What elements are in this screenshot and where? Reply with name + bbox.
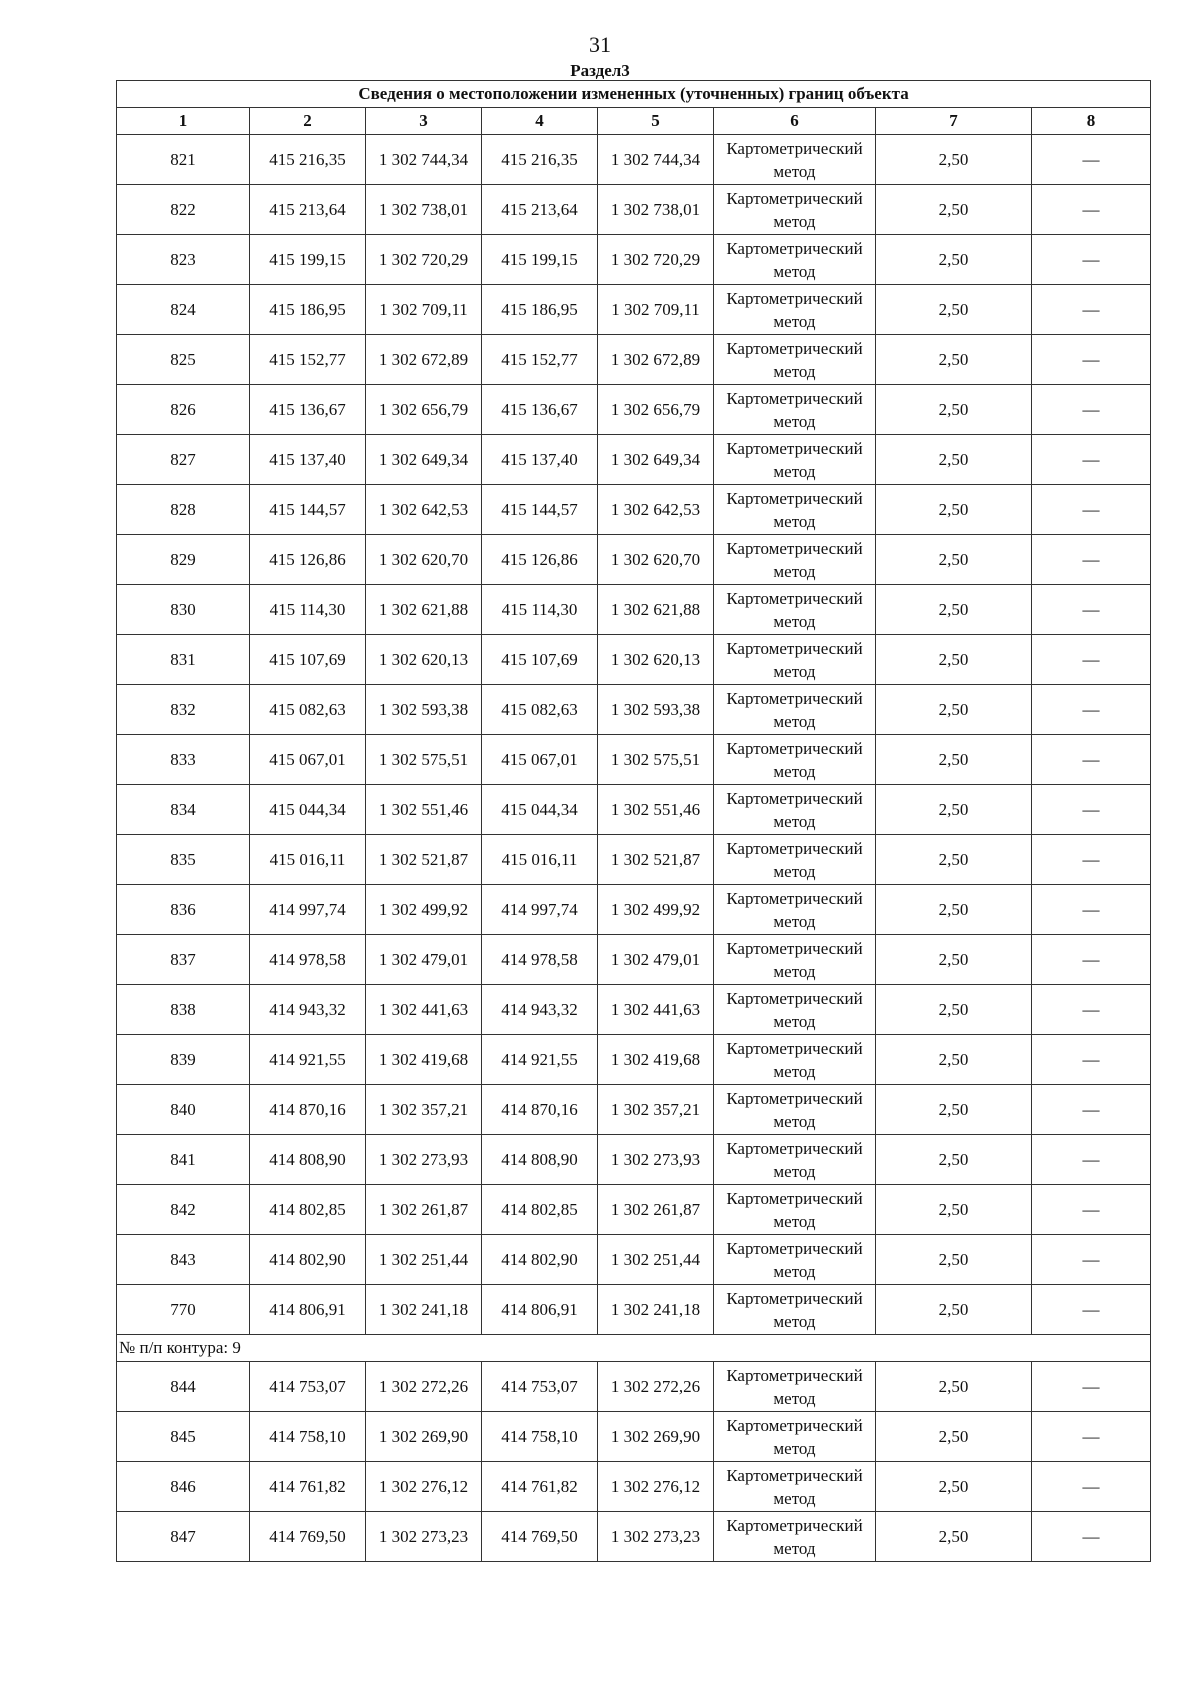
refined-y-cell: 1 302 273,23 bbox=[598, 1512, 714, 1562]
existing-y-cell: 1 302 649,34 bbox=[366, 435, 482, 485]
point-number-cell: 844 bbox=[117, 1362, 250, 1412]
point-number-cell: 833 bbox=[117, 735, 250, 785]
refined-y-cell: 1 302 479,01 bbox=[598, 935, 714, 985]
method-cell: Картометрический метод bbox=[714, 235, 876, 285]
existing-y-cell: 1 302 499,92 bbox=[366, 885, 482, 935]
refined-y-cell: 1 302 499,92 bbox=[598, 885, 714, 935]
existing-y-cell: 1 302 642,53 bbox=[366, 485, 482, 535]
existing-y-cell: 1 302 269,90 bbox=[366, 1412, 482, 1462]
note-cell: — bbox=[1032, 635, 1151, 685]
note-cell: — bbox=[1032, 735, 1151, 785]
refined-y-cell: 1 302 276,12 bbox=[598, 1462, 714, 1512]
point-number-cell: 835 bbox=[117, 835, 250, 885]
refined-x-cell: 415 186,95 bbox=[482, 285, 598, 335]
note-cell: — bbox=[1032, 535, 1151, 585]
column-header: 3 bbox=[366, 108, 482, 135]
method-cell: Картометрический метод bbox=[714, 1512, 876, 1562]
note-cell: — bbox=[1032, 1185, 1151, 1235]
existing-y-cell: 1 302 620,70 bbox=[366, 535, 482, 585]
point-number-cell: 841 bbox=[117, 1135, 250, 1185]
point-number-cell: 823 bbox=[117, 235, 250, 285]
refined-x-cell: 414 806,91 bbox=[482, 1285, 598, 1335]
refined-x-cell: 415 114,30 bbox=[482, 585, 598, 635]
method-cell: Картометрический метод bbox=[714, 1085, 876, 1135]
note-cell: — bbox=[1032, 1035, 1151, 1085]
table-row bbox=[117, 1235, 1151, 1285]
note-cell: — bbox=[1032, 985, 1151, 1035]
accuracy-cell: 2,50 bbox=[876, 985, 1032, 1035]
point-number-cell: 824 bbox=[117, 285, 250, 335]
note-cell: — bbox=[1032, 1462, 1151, 1512]
existing-y-cell: 1 302 720,29 bbox=[366, 235, 482, 285]
accuracy-cell: 2,50 bbox=[876, 1285, 1032, 1335]
point-number-cell: 821 bbox=[117, 135, 250, 185]
accuracy-cell: 2,50 bbox=[876, 1035, 1032, 1085]
existing-x-cell: 414 808,90 bbox=[250, 1135, 366, 1185]
method-cell: Картометрический метод bbox=[714, 1285, 876, 1335]
existing-y-cell: 1 302 251,44 bbox=[366, 1235, 482, 1285]
accuracy-cell: 2,50 bbox=[876, 835, 1032, 885]
table-caption-row bbox=[117, 81, 1151, 108]
accuracy-cell: 2,50 bbox=[876, 185, 1032, 235]
refined-y-cell: 1 302 551,46 bbox=[598, 785, 714, 835]
point-number-cell: 822 bbox=[117, 185, 250, 235]
table-row bbox=[117, 835, 1151, 885]
existing-y-cell: 1 302 551,46 bbox=[366, 785, 482, 835]
note-cell: — bbox=[1032, 1135, 1151, 1185]
accuracy-cell: 2,50 bbox=[876, 235, 1032, 285]
table-caption: Сведения о местоположении измененных (уточненных) границ объекта bbox=[117, 81, 1151, 108]
accuracy-cell: 2,50 bbox=[876, 635, 1032, 685]
accuracy-cell: 2,50 bbox=[876, 535, 1032, 585]
existing-x-cell: 415 213,64 bbox=[250, 185, 366, 235]
table-row bbox=[117, 585, 1151, 635]
existing-x-cell: 414 769,50 bbox=[250, 1512, 366, 1562]
refined-x-cell: 414 802,85 bbox=[482, 1185, 598, 1235]
point-number-cell: 832 bbox=[117, 685, 250, 735]
refined-x-cell: 414 978,58 bbox=[482, 935, 598, 985]
refined-x-cell: 414 761,82 bbox=[482, 1462, 598, 1512]
table-row bbox=[117, 1285, 1151, 1335]
table-body bbox=[117, 81, 1151, 1562]
column-header: 8 bbox=[1032, 108, 1151, 135]
refined-y-cell: 1 302 593,38 bbox=[598, 685, 714, 735]
column-header: 6 bbox=[714, 108, 876, 135]
existing-x-cell: 415 067,01 bbox=[250, 735, 366, 785]
existing-x-cell: 415 136,67 bbox=[250, 385, 366, 435]
note-cell: — bbox=[1032, 1362, 1151, 1412]
method-cell: Картометрический метод bbox=[714, 385, 876, 435]
note-cell: — bbox=[1032, 485, 1151, 535]
existing-y-cell: 1 302 241,18 bbox=[366, 1285, 482, 1335]
note-cell: — bbox=[1032, 335, 1151, 385]
point-number-cell: 847 bbox=[117, 1512, 250, 1562]
accuracy-cell: 2,50 bbox=[876, 935, 1032, 985]
existing-y-cell: 1 302 276,12 bbox=[366, 1462, 482, 1512]
refined-y-cell: 1 302 357,21 bbox=[598, 1085, 714, 1135]
refined-x-cell: 415 082,63 bbox=[482, 685, 598, 735]
note-cell: — bbox=[1032, 1085, 1151, 1135]
refined-x-cell: 415 136,67 bbox=[482, 385, 598, 435]
refined-x-cell: 414 870,16 bbox=[482, 1085, 598, 1135]
note-cell: — bbox=[1032, 685, 1151, 735]
existing-y-cell: 1 302 273,23 bbox=[366, 1512, 482, 1562]
accuracy-cell: 2,50 bbox=[876, 1185, 1032, 1235]
point-number-cell: 843 bbox=[117, 1235, 250, 1285]
note-cell: — bbox=[1032, 1412, 1151, 1462]
method-cell: Картометрический метод bbox=[714, 485, 876, 535]
existing-x-cell: 414 943,32 bbox=[250, 985, 366, 1035]
refined-x-cell: 414 921,55 bbox=[482, 1035, 598, 1085]
page-number: 31 bbox=[589, 32, 611, 57]
accuracy-cell: 2,50 bbox=[876, 1362, 1032, 1412]
refined-y-cell: 1 302 273,93 bbox=[598, 1135, 714, 1185]
table-row bbox=[117, 735, 1151, 785]
existing-x-cell: 415 107,69 bbox=[250, 635, 366, 685]
point-number-cell: 842 bbox=[117, 1185, 250, 1235]
point-number-cell: 836 bbox=[117, 885, 250, 935]
refined-x-cell: 414 997,74 bbox=[482, 885, 598, 935]
note-cell: — bbox=[1032, 235, 1151, 285]
accuracy-cell: 2,50 bbox=[876, 1462, 1032, 1512]
refined-y-cell: 1 302 441,63 bbox=[598, 985, 714, 1035]
point-number-cell: 834 bbox=[117, 785, 250, 835]
point-number-cell: 840 bbox=[117, 1085, 250, 1135]
existing-x-cell: 415 126,86 bbox=[250, 535, 366, 585]
existing-x-cell: 415 016,11 bbox=[250, 835, 366, 885]
table-row bbox=[117, 1512, 1151, 1562]
existing-y-cell: 1 302 357,21 bbox=[366, 1085, 482, 1135]
existing-x-cell: 415 152,77 bbox=[250, 335, 366, 385]
contour-label: № п/п контура: 9 bbox=[117, 1335, 1151, 1362]
refined-x-cell: 415 137,40 bbox=[482, 435, 598, 485]
method-cell: Картометрический метод bbox=[714, 1235, 876, 1285]
refined-x-cell: 415 044,34 bbox=[482, 785, 598, 835]
table-row bbox=[117, 185, 1151, 235]
accuracy-cell: 2,50 bbox=[876, 1085, 1032, 1135]
refined-y-cell: 1 302 656,79 bbox=[598, 385, 714, 435]
column-header: 4 bbox=[482, 108, 598, 135]
table-row bbox=[117, 935, 1151, 985]
table-row bbox=[117, 885, 1151, 935]
refined-y-cell: 1 302 620,70 bbox=[598, 535, 714, 585]
existing-y-cell: 1 302 621,88 bbox=[366, 585, 482, 635]
note-cell: — bbox=[1032, 1285, 1151, 1335]
refined-y-cell: 1 302 621,88 bbox=[598, 585, 714, 635]
refined-x-cell: 414 808,90 bbox=[482, 1135, 598, 1185]
existing-x-cell: 414 806,91 bbox=[250, 1285, 366, 1335]
refined-x-cell: 414 802,90 bbox=[482, 1235, 598, 1285]
point-number-cell: 770 bbox=[117, 1285, 250, 1335]
existing-x-cell: 415 144,57 bbox=[250, 485, 366, 535]
refined-x-cell: 415 216,35 bbox=[482, 135, 598, 185]
refined-x-cell: 414 758,10 bbox=[482, 1412, 598, 1462]
table-header-row bbox=[117, 108, 1151, 135]
method-cell: Картометрический метод bbox=[714, 1135, 876, 1185]
accuracy-cell: 2,50 bbox=[876, 285, 1032, 335]
refined-y-cell: 1 302 272,26 bbox=[598, 1362, 714, 1412]
refined-y-cell: 1 302 672,89 bbox=[598, 335, 714, 385]
point-number-cell: 826 bbox=[117, 385, 250, 435]
refined-y-cell: 1 302 261,87 bbox=[598, 1185, 714, 1235]
table-row bbox=[117, 1135, 1151, 1185]
table-row bbox=[117, 1412, 1151, 1462]
accuracy-cell: 2,50 bbox=[876, 435, 1032, 485]
accuracy-cell: 2,50 bbox=[876, 585, 1032, 635]
note-cell: — bbox=[1032, 885, 1151, 935]
existing-x-cell: 415 044,34 bbox=[250, 785, 366, 835]
note-cell: — bbox=[1032, 1512, 1151, 1562]
note-cell: — bbox=[1032, 285, 1151, 335]
refined-y-cell: 1 302 649,34 bbox=[598, 435, 714, 485]
table-row bbox=[117, 1462, 1151, 1512]
existing-x-cell: 415 216,35 bbox=[250, 135, 366, 185]
existing-x-cell: 415 082,63 bbox=[250, 685, 366, 735]
table-row bbox=[117, 1035, 1151, 1085]
note-cell: — bbox=[1032, 435, 1151, 485]
table-row bbox=[117, 1362, 1151, 1412]
refined-x-cell: 414 769,50 bbox=[482, 1512, 598, 1562]
note-cell: — bbox=[1032, 185, 1151, 235]
point-number-cell: 830 bbox=[117, 585, 250, 635]
existing-x-cell: 414 802,85 bbox=[250, 1185, 366, 1235]
refined-x-cell: 415 107,69 bbox=[482, 635, 598, 685]
table-row bbox=[117, 785, 1151, 835]
existing-y-cell: 1 302 593,38 bbox=[366, 685, 482, 735]
refined-x-cell: 415 213,64 bbox=[482, 185, 598, 235]
existing-x-cell: 414 802,90 bbox=[250, 1235, 366, 1285]
existing-y-cell: 1 302 575,51 bbox=[366, 735, 482, 785]
refined-y-cell: 1 302 642,53 bbox=[598, 485, 714, 535]
refined-x-cell: 414 943,32 bbox=[482, 985, 598, 1035]
refined-y-cell: 1 302 720,29 bbox=[598, 235, 714, 285]
existing-y-cell: 1 302 672,89 bbox=[366, 335, 482, 385]
method-cell: Картометрический метод bbox=[714, 735, 876, 785]
refined-y-cell: 1 302 744,34 bbox=[598, 135, 714, 185]
method-cell: Картометрический метод bbox=[714, 1462, 876, 1512]
point-number-cell: 825 bbox=[117, 335, 250, 385]
note-cell: — bbox=[1032, 135, 1151, 185]
table-row bbox=[117, 335, 1151, 385]
table-row bbox=[117, 135, 1151, 185]
existing-y-cell: 1 302 479,01 bbox=[366, 935, 482, 985]
method-cell: Картометрический метод bbox=[714, 335, 876, 385]
existing-x-cell: 415 199,15 bbox=[250, 235, 366, 285]
point-number-cell: 846 bbox=[117, 1462, 250, 1512]
accuracy-cell: 2,50 bbox=[876, 1135, 1032, 1185]
existing-y-cell: 1 302 620,13 bbox=[366, 635, 482, 685]
method-cell: Картометрический метод bbox=[714, 1362, 876, 1412]
existing-x-cell: 414 921,55 bbox=[250, 1035, 366, 1085]
existing-y-cell: 1 302 261,87 bbox=[366, 1185, 482, 1235]
method-cell: Картометрический метод bbox=[714, 985, 876, 1035]
point-number-cell: 827 bbox=[117, 435, 250, 485]
note-cell: — bbox=[1032, 785, 1151, 835]
existing-x-cell: 414 753,07 bbox=[250, 1362, 366, 1412]
method-cell: Картометрический метод bbox=[714, 935, 876, 985]
refined-y-cell: 1 302 620,13 bbox=[598, 635, 714, 685]
accuracy-cell: 2,50 bbox=[876, 135, 1032, 185]
note-cell: — bbox=[1032, 385, 1151, 435]
method-cell: Картометрический метод bbox=[714, 535, 876, 585]
point-number-cell: 837 bbox=[117, 935, 250, 985]
contour-row bbox=[117, 1335, 1151, 1362]
table-row bbox=[117, 635, 1151, 685]
table-row bbox=[117, 985, 1151, 1035]
table-row bbox=[117, 385, 1151, 435]
method-cell: Картометрический метод bbox=[714, 885, 876, 935]
method-cell: Картометрический метод bbox=[714, 785, 876, 835]
accuracy-cell: 2,50 bbox=[876, 385, 1032, 435]
method-cell: Картометрический метод bbox=[714, 1035, 876, 1085]
table-row bbox=[117, 285, 1151, 335]
point-number-cell: 829 bbox=[117, 535, 250, 585]
table-row bbox=[117, 685, 1151, 735]
accuracy-cell: 2,50 bbox=[876, 1235, 1032, 1285]
refined-x-cell: 415 016,11 bbox=[482, 835, 598, 885]
accuracy-cell: 2,50 bbox=[876, 785, 1032, 835]
accuracy-cell: 2,50 bbox=[876, 685, 1032, 735]
point-number-cell: 839 bbox=[117, 1035, 250, 1085]
refined-y-cell: 1 302 251,44 bbox=[598, 1235, 714, 1285]
existing-y-cell: 1 302 419,68 bbox=[366, 1035, 482, 1085]
existing-x-cell: 414 870,16 bbox=[250, 1085, 366, 1135]
method-cell: Картометрический метод bbox=[714, 435, 876, 485]
method-cell: Картометрический метод bbox=[714, 285, 876, 335]
existing-x-cell: 415 137,40 bbox=[250, 435, 366, 485]
method-cell: Картометрический метод bbox=[714, 1185, 876, 1235]
column-header: 7 bbox=[876, 108, 1032, 135]
column-header: 2 bbox=[250, 108, 366, 135]
existing-x-cell: 414 761,82 bbox=[250, 1462, 366, 1512]
column-header: 1 bbox=[117, 108, 250, 135]
refined-x-cell: 415 144,57 bbox=[482, 485, 598, 535]
existing-x-cell: 414 978,58 bbox=[250, 935, 366, 985]
refined-y-cell: 1 302 709,11 bbox=[598, 285, 714, 335]
existing-x-cell: 414 758,10 bbox=[250, 1412, 366, 1462]
refined-y-cell: 1 302 241,18 bbox=[598, 1285, 714, 1335]
method-cell: Картометрический метод bbox=[714, 185, 876, 235]
refined-y-cell: 1 302 269,90 bbox=[598, 1412, 714, 1462]
note-cell: — bbox=[1032, 585, 1151, 635]
accuracy-cell: 2,50 bbox=[876, 335, 1032, 385]
point-number-cell: 828 bbox=[117, 485, 250, 535]
refined-x-cell: 415 152,77 bbox=[482, 335, 598, 385]
existing-y-cell: 1 302 441,63 bbox=[366, 985, 482, 1035]
existing-y-cell: 1 302 709,11 bbox=[366, 285, 482, 335]
existing-y-cell: 1 302 272,26 bbox=[366, 1362, 482, 1412]
existing-y-cell: 1 302 521,87 bbox=[366, 835, 482, 885]
existing-y-cell: 1 302 656,79 bbox=[366, 385, 482, 435]
existing-y-cell: 1 302 738,01 bbox=[366, 185, 482, 235]
existing-y-cell: 1 302 744,34 bbox=[366, 135, 482, 185]
existing-x-cell: 414 997,74 bbox=[250, 885, 366, 935]
table-row bbox=[117, 1185, 1151, 1235]
point-number-cell: 838 bbox=[117, 985, 250, 1035]
note-cell: — bbox=[1032, 935, 1151, 985]
refined-x-cell: 415 126,86 bbox=[482, 535, 598, 585]
existing-x-cell: 415 114,30 bbox=[250, 585, 366, 635]
accuracy-cell: 2,50 bbox=[876, 735, 1032, 785]
table-row bbox=[117, 485, 1151, 535]
method-cell: Картометрический метод bbox=[714, 835, 876, 885]
accuracy-cell: 2,50 bbox=[876, 485, 1032, 535]
note-cell: — bbox=[1032, 1235, 1151, 1285]
method-cell: Картометрический метод bbox=[714, 135, 876, 185]
table-row bbox=[117, 535, 1151, 585]
refined-y-cell: 1 302 738,01 bbox=[598, 185, 714, 235]
point-number-cell: 831 bbox=[117, 635, 250, 685]
table-row bbox=[117, 1085, 1151, 1135]
refined-x-cell: 414 753,07 bbox=[482, 1362, 598, 1412]
section-title: Раздел3 bbox=[570, 61, 630, 80]
refined-y-cell: 1 302 575,51 bbox=[598, 735, 714, 785]
column-header: 5 bbox=[598, 108, 714, 135]
method-cell: Картометрический метод bbox=[714, 1412, 876, 1462]
refined-x-cell: 415 067,01 bbox=[482, 735, 598, 785]
existing-x-cell: 415 186,95 bbox=[250, 285, 366, 335]
table-row bbox=[117, 235, 1151, 285]
point-number-cell: 845 bbox=[117, 1412, 250, 1462]
accuracy-cell: 2,50 bbox=[876, 885, 1032, 935]
method-cell: Картометрический метод bbox=[714, 585, 876, 635]
refined-y-cell: 1 302 521,87 bbox=[598, 835, 714, 885]
accuracy-cell: 2,50 bbox=[876, 1512, 1032, 1562]
refined-x-cell: 415 199,15 bbox=[482, 235, 598, 285]
method-cell: Картометрический метод bbox=[714, 635, 876, 685]
refined-y-cell: 1 302 419,68 bbox=[598, 1035, 714, 1085]
method-cell: Картометрический метод bbox=[714, 685, 876, 735]
boundary-coordinates-table bbox=[116, 80, 1151, 1562]
accuracy-cell: 2,50 bbox=[876, 1412, 1032, 1462]
existing-y-cell: 1 302 273,93 bbox=[366, 1135, 482, 1185]
table-row bbox=[117, 435, 1151, 485]
note-cell: — bbox=[1032, 835, 1151, 885]
